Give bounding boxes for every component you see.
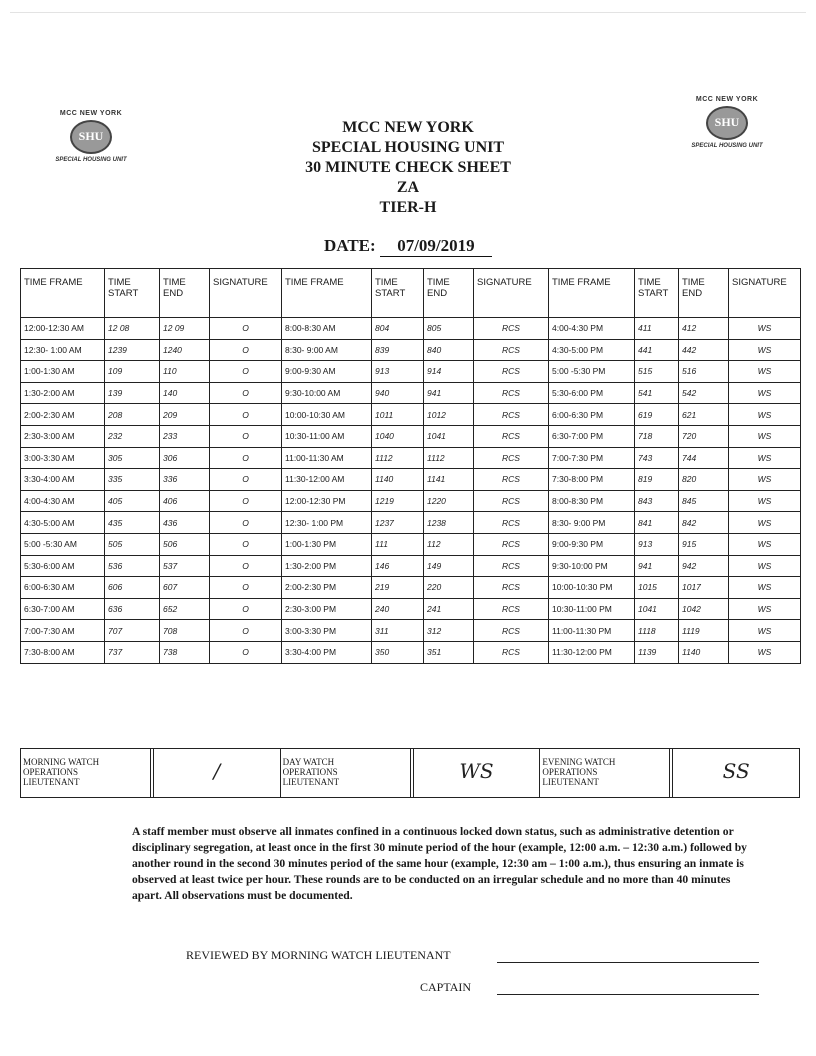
- time-frame-cell: 12:30- 1:00 PM: [282, 512, 372, 534]
- policy-note: A staff member must observe all inmates confined in a continuous locked down status, such as administrative detention or disciplinary segregation, at least once in the first 30 minute period of the hour (example, 12:00 a.m. – 12:30 a.m.) followed by another round in the second 30 minutes period of the same hour (example, 12:30 am – 1:00 a.m.), thus ensuring an inmate is observed at least twice per hour. These rounds are to be conducted on an irregular schedule and no more than 40 minutes apart. All observations must be documented.: [132, 825, 747, 902]
- time-start-cell: 843: [635, 490, 679, 512]
- table-row: [21, 577, 801, 599]
- time-start-cell: 1239: [105, 339, 160, 361]
- time-frame-cell: 3:30-4:00 PM: [282, 641, 372, 663]
- time-frame-cell: 11:30-12:00 PM: [549, 641, 635, 663]
- signature-cell: O: [210, 339, 282, 361]
- signature-cell: WS: [729, 425, 801, 447]
- table-row: [21, 318, 801, 340]
- time-frame-cell: 8:30- 9:00 AM: [282, 339, 372, 361]
- shu-badge-icon: [706, 106, 748, 140]
- time-end-cell: 842: [679, 512, 729, 534]
- time-frame-cell: 5:00 -5:30 AM: [21, 533, 105, 555]
- time-frame-cell: 8:00-8:30 AM: [282, 318, 372, 340]
- time-frame-cell: 12:30- 1:00 AM: [21, 339, 105, 361]
- col-header: TIME FRAME: [21, 269, 105, 318]
- signature-cell: WS: [729, 533, 801, 555]
- signature-cell: WS: [729, 382, 801, 404]
- col-header: TIME FRAME: [549, 269, 635, 318]
- time-end-cell: 1141: [424, 469, 474, 491]
- table-row: [21, 641, 801, 663]
- time-start-cell: 350: [372, 641, 424, 663]
- time-start-cell: 111: [372, 533, 424, 555]
- time-frame-cell: 4:00-4:30 PM: [549, 318, 635, 340]
- time-end-cell: 537: [160, 555, 210, 577]
- sheet-title: [258, 118, 558, 218]
- table-row: [21, 382, 801, 404]
- title-line: SPECIAL HOUSING UNIT: [311, 139, 505, 156]
- time-end-cell: 1119: [679, 620, 729, 642]
- signature-cell: RCS: [474, 620, 549, 642]
- table-row: [21, 533, 801, 555]
- header-row: [21, 269, 801, 318]
- time-end-cell: 840: [424, 339, 474, 361]
- time-end-cell: 720: [679, 425, 729, 447]
- time-frame-cell: 2:00-2:30 AM: [21, 404, 105, 426]
- lt-label-line: LIEUTENANT: [542, 777, 599, 787]
- time-frame-cell: 5:30-6:00 PM: [549, 382, 635, 404]
- time-end-cell: 209: [160, 404, 210, 426]
- time-frame-cell: 12:00-12:30 PM: [282, 490, 372, 512]
- time-start-cell: 405: [105, 490, 160, 512]
- table-row: [21, 620, 801, 642]
- col-header: TIME START: [372, 269, 424, 318]
- time-frame-cell: 3:30-4:00 AM: [21, 469, 105, 491]
- lt-label-line: LIEUTENANT: [23, 777, 80, 787]
- signature-cell: WS: [729, 361, 801, 383]
- logo-sub-text: SPECIAL HOUSING UNIT: [55, 157, 127, 163]
- lt-label-line: DAY WATCH: [282, 757, 335, 767]
- time-frame-cell: 5:00 -5:30 PM: [549, 361, 635, 383]
- time-end-cell: 1240: [160, 339, 210, 361]
- signature-cell: O: [210, 318, 282, 340]
- signature-cell: WS: [729, 512, 801, 534]
- time-start-cell: 208: [105, 404, 160, 426]
- signature-cell: WS: [729, 404, 801, 426]
- table-row: [21, 555, 801, 577]
- time-start-cell: 441: [635, 339, 679, 361]
- time-frame-cell: 12:00-12:30 AM: [21, 318, 105, 340]
- time-frame-cell: 10:30-11:00 PM: [549, 598, 635, 620]
- time-frame-cell: 2:00-2:30 PM: [282, 577, 372, 599]
- time-end-cell: 621: [679, 404, 729, 426]
- time-end-cell: 1140: [679, 641, 729, 663]
- table-row: [21, 598, 801, 620]
- logo-sub-text: SPECIAL HOUSING UNIT: [691, 143, 763, 149]
- top-rule: [10, 12, 806, 13]
- time-frame-cell: 11:30-12:00 AM: [282, 469, 372, 491]
- time-end-cell: 941: [424, 382, 474, 404]
- time-start-cell: 219: [372, 577, 424, 599]
- table-row: [21, 425, 801, 447]
- lt-signature: /: [213, 759, 221, 783]
- time-start-cell: 839: [372, 339, 424, 361]
- time-end-cell: 1238: [424, 512, 474, 534]
- time-start-cell: 12 08: [105, 318, 160, 340]
- table-row: [21, 447, 801, 469]
- time-start-cell: 515: [635, 361, 679, 383]
- time-frame-cell: 2:30-3:00 AM: [21, 425, 105, 447]
- signature-cell: RCS: [474, 577, 549, 599]
- signature-cell: RCS: [474, 641, 549, 663]
- evening-watch-cell: [540, 749, 799, 797]
- signature-cell: O: [210, 490, 282, 512]
- signature-cell: O: [210, 425, 282, 447]
- lt-label: [21, 749, 154, 797]
- signature-cell: O: [210, 404, 282, 426]
- title-line: TIER-H: [379, 199, 437, 216]
- table-row: [21, 512, 801, 534]
- logo-left: [36, 110, 146, 163]
- lt-label: [281, 749, 414, 797]
- signature-cell: O: [210, 620, 282, 642]
- time-start-cell: 505: [105, 533, 160, 555]
- logo-arc-text: MCC NEW YORK: [695, 96, 759, 103]
- time-start-cell: 1118: [635, 620, 679, 642]
- time-start-cell: 109: [105, 361, 160, 383]
- time-frame-cell: 3:00-3:30 AM: [21, 447, 105, 469]
- signature-cell: WS: [729, 339, 801, 361]
- time-end-cell: 914: [424, 361, 474, 383]
- signature-cell: RCS: [474, 555, 549, 577]
- check-table: [20, 268, 801, 664]
- time-frame-cell: 9:30-10:00 PM: [549, 555, 635, 577]
- time-end-cell: 442: [679, 339, 729, 361]
- reviewed-signature-line: [497, 962, 759, 963]
- lt-label-line: LIEUTENANT: [282, 777, 340, 787]
- time-start-cell: 240: [372, 598, 424, 620]
- time-frame-cell: 1:30-2:00 PM: [282, 555, 372, 577]
- time-frame-cell: 1:30-2:00 AM: [21, 382, 105, 404]
- signature-cell: RCS: [474, 512, 549, 534]
- morning-watch-cell: [21, 749, 281, 797]
- time-frame-cell: 10:00-10:30 PM: [549, 577, 635, 599]
- time-frame-cell: 10:30-11:00 AM: [282, 425, 372, 447]
- lt-label-line: OPERATIONS: [542, 767, 598, 777]
- captain-signature-line: [497, 994, 759, 995]
- table-row: [21, 469, 801, 491]
- time-start-cell: 1041: [635, 598, 679, 620]
- time-start-cell: 311: [372, 620, 424, 642]
- time-end-cell: 406: [160, 490, 210, 512]
- time-frame-cell: 1:00-1:30 AM: [21, 361, 105, 383]
- logo-arc-text: MCC NEW YORK: [59, 110, 123, 117]
- signature-cell: RCS: [474, 490, 549, 512]
- time-frame-cell: 7:00-7:30 PM: [549, 447, 635, 469]
- title-line: 30 MINUTE CHECK SHEET: [305, 159, 511, 176]
- time-start-cell: 536: [105, 555, 160, 577]
- col-header: TIME FRAME: [282, 269, 372, 318]
- time-end-cell: 506: [160, 533, 210, 555]
- time-start-cell: 1237: [372, 512, 424, 534]
- time-end-cell: 12 09: [160, 318, 210, 340]
- signature-cell: O: [210, 598, 282, 620]
- time-end-cell: 738: [160, 641, 210, 663]
- lt-label-line: MORNING WATCH: [23, 757, 100, 767]
- time-end-cell: 744: [679, 447, 729, 469]
- lt-label-line: OPERATIONS: [282, 767, 338, 777]
- time-start-cell: 411: [635, 318, 679, 340]
- time-end-cell: 110: [160, 361, 210, 383]
- time-frame-cell: 4:30-5:00 AM: [21, 512, 105, 534]
- lt-signature: WS: [459, 759, 494, 783]
- signature-cell: RCS: [474, 382, 549, 404]
- time-frame-cell: 7:30-8:00 PM: [549, 469, 635, 491]
- col-header: SIGNATURE: [210, 269, 282, 318]
- captain-label: CAPTAIN: [420, 980, 472, 994]
- signature-cell: WS: [729, 469, 801, 491]
- signature-cell: O: [210, 469, 282, 491]
- time-end-cell: 149: [424, 555, 474, 577]
- signature-cell: O: [210, 577, 282, 599]
- signature-cell: WS: [729, 598, 801, 620]
- time-start-cell: 606: [105, 577, 160, 599]
- time-start-cell: 335: [105, 469, 160, 491]
- time-frame-cell: 2:30-3:00 PM: [282, 598, 372, 620]
- time-end-cell: 436: [160, 512, 210, 534]
- signature-cell: O: [210, 555, 282, 577]
- title-line: ZA: [396, 179, 420, 196]
- time-end-cell: 607: [160, 577, 210, 599]
- lt-signature: SS: [722, 759, 750, 783]
- time-end-cell: 351: [424, 641, 474, 663]
- time-start-cell: 718: [635, 425, 679, 447]
- signature-cell: RCS: [474, 598, 549, 620]
- time-start-cell: 232: [105, 425, 160, 447]
- time-end-cell: 1012: [424, 404, 474, 426]
- logo-badge-text: SHU: [78, 129, 104, 143]
- col-header: SIGNATURE: [729, 269, 801, 318]
- time-frame-cell: 8:00-8:30 PM: [549, 490, 635, 512]
- time-start-cell: 743: [635, 447, 679, 469]
- time-frame-cell: 9:00-9:30 PM: [549, 533, 635, 555]
- time-start-cell: 619: [635, 404, 679, 426]
- signature-cell: RCS: [474, 318, 549, 340]
- signature-cell: O: [210, 641, 282, 663]
- table-row: [21, 490, 801, 512]
- col-header: SIGNATURE: [474, 269, 549, 318]
- signature-cell: O: [210, 512, 282, 534]
- signature-cell: O: [210, 447, 282, 469]
- time-end-cell: 1220: [424, 490, 474, 512]
- time-start-cell: 1040: [372, 425, 424, 447]
- time-frame-cell: 6:30-7:00 AM: [21, 598, 105, 620]
- time-end-cell: 820: [679, 469, 729, 491]
- time-end-cell: 112: [424, 533, 474, 555]
- col-header: TIME END: [160, 269, 210, 318]
- time-start-cell: 146: [372, 555, 424, 577]
- time-end-cell: 241: [424, 598, 474, 620]
- time-end-cell: 336: [160, 469, 210, 491]
- time-start-cell: 435: [105, 512, 160, 534]
- time-end-cell: 942: [679, 555, 729, 577]
- table-row: [21, 404, 801, 426]
- signature-cell: RCS: [474, 339, 549, 361]
- lieutenant-signoff: [20, 748, 800, 798]
- time-start-cell: 940: [372, 382, 424, 404]
- time-start-cell: 737: [105, 641, 160, 663]
- time-start-cell: 707: [105, 620, 160, 642]
- signature-cell: WS: [729, 447, 801, 469]
- col-header: TIME START: [105, 269, 160, 318]
- time-end-cell: 412: [679, 318, 729, 340]
- time-end-cell: 1017: [679, 577, 729, 599]
- time-end-cell: 805: [424, 318, 474, 340]
- time-start-cell: 1139: [635, 641, 679, 663]
- time-frame-cell: 3:00-3:30 PM: [282, 620, 372, 642]
- time-start-cell: 913: [372, 361, 424, 383]
- time-end-cell: 915: [679, 533, 729, 555]
- time-end-cell: 516: [679, 361, 729, 383]
- reviewed-label: REVIEWED BY MORNING WATCH LIEUTENANT: [186, 948, 451, 962]
- title-line: MCC NEW YORK: [342, 119, 474, 136]
- time-start-cell: 1219: [372, 490, 424, 512]
- time-frame-cell: 7:30-8:00 AM: [21, 641, 105, 663]
- time-start-cell: 913: [635, 533, 679, 555]
- time-start-cell: 1112: [372, 447, 424, 469]
- time-end-cell: 652: [160, 598, 210, 620]
- lt-label-line: OPERATIONS: [23, 767, 79, 777]
- time-frame-cell: 7:00-7:30 AM: [21, 620, 105, 642]
- signature-cell: RCS: [474, 425, 549, 447]
- time-frame-cell: 4:30-5:00 PM: [549, 339, 635, 361]
- time-start-cell: 841: [635, 512, 679, 534]
- signature-cell: WS: [729, 555, 801, 577]
- signature-cell: WS: [729, 318, 801, 340]
- day-watch-cell: [281, 749, 541, 797]
- date-row: [0, 236, 816, 257]
- time-start-cell: 636: [105, 598, 160, 620]
- time-frame-cell: 8:30- 9:00 PM: [549, 512, 635, 534]
- time-end-cell: 1041: [424, 425, 474, 447]
- col-header: TIME START: [635, 269, 679, 318]
- time-frame-cell: 9:30-10:00 AM: [282, 382, 372, 404]
- shu-badge-icon: [70, 120, 112, 154]
- signature-cell: WS: [729, 490, 801, 512]
- time-start-cell: 819: [635, 469, 679, 491]
- date-value: 07/09/2019: [380, 236, 492, 257]
- time-end-cell: 845: [679, 490, 729, 512]
- signature-cell: RCS: [474, 533, 549, 555]
- time-start-cell: 1011: [372, 404, 424, 426]
- signature-cell: RCS: [474, 469, 549, 491]
- signature-cell: O: [210, 533, 282, 555]
- time-frame-cell: 6:00-6:30 AM: [21, 577, 105, 599]
- time-frame-cell: 11:00-11:30 AM: [282, 447, 372, 469]
- time-start-cell: 1140: [372, 469, 424, 491]
- lt-label: [540, 749, 673, 797]
- time-start-cell: 541: [635, 382, 679, 404]
- time-end-cell: 233: [160, 425, 210, 447]
- time-frame-cell: 5:30-6:00 AM: [21, 555, 105, 577]
- signature-cell: WS: [729, 577, 801, 599]
- time-frame-cell: 4:00-4:30 AM: [21, 490, 105, 512]
- date-label: DATE:: [324, 236, 376, 255]
- col-header: TIME END: [679, 269, 729, 318]
- time-frame-cell: 6:30-7:00 PM: [549, 425, 635, 447]
- table-row: [21, 361, 801, 383]
- time-frame-cell: 11:00-11:30 PM: [549, 620, 635, 642]
- time-end-cell: 220: [424, 577, 474, 599]
- time-frame-cell: 10:00-10:30 AM: [282, 404, 372, 426]
- lt-label-line: EVENING WATCH: [542, 757, 616, 767]
- table-row: [21, 339, 801, 361]
- signature-cell: O: [210, 382, 282, 404]
- time-end-cell: 140: [160, 382, 210, 404]
- logo-badge-text: SHU: [714, 115, 740, 129]
- signature-cell: WS: [729, 641, 801, 663]
- time-end-cell: 306: [160, 447, 210, 469]
- time-start-cell: 139: [105, 382, 160, 404]
- time-frame-cell: 9:00-9:30 AM: [282, 361, 372, 383]
- time-end-cell: 1112: [424, 447, 474, 469]
- time-start-cell: 305: [105, 447, 160, 469]
- time-frame-cell: 6:00-6:30 PM: [549, 404, 635, 426]
- time-end-cell: 542: [679, 382, 729, 404]
- signature-cell: O: [210, 361, 282, 383]
- time-start-cell: 941: [635, 555, 679, 577]
- time-end-cell: 708: [160, 620, 210, 642]
- time-frame-cell: 1:00-1:30 PM: [282, 533, 372, 555]
- time-start-cell: 804: [372, 318, 424, 340]
- signature-cell: RCS: [474, 447, 549, 469]
- signature-cell: WS: [729, 620, 801, 642]
- time-start-cell: 1015: [635, 577, 679, 599]
- time-end-cell: 1042: [679, 598, 729, 620]
- col-header: TIME END: [424, 269, 474, 318]
- signature-cell: RCS: [474, 404, 549, 426]
- signature-cell: RCS: [474, 361, 549, 383]
- time-end-cell: 312: [424, 620, 474, 642]
- logo-right: [672, 96, 782, 149]
